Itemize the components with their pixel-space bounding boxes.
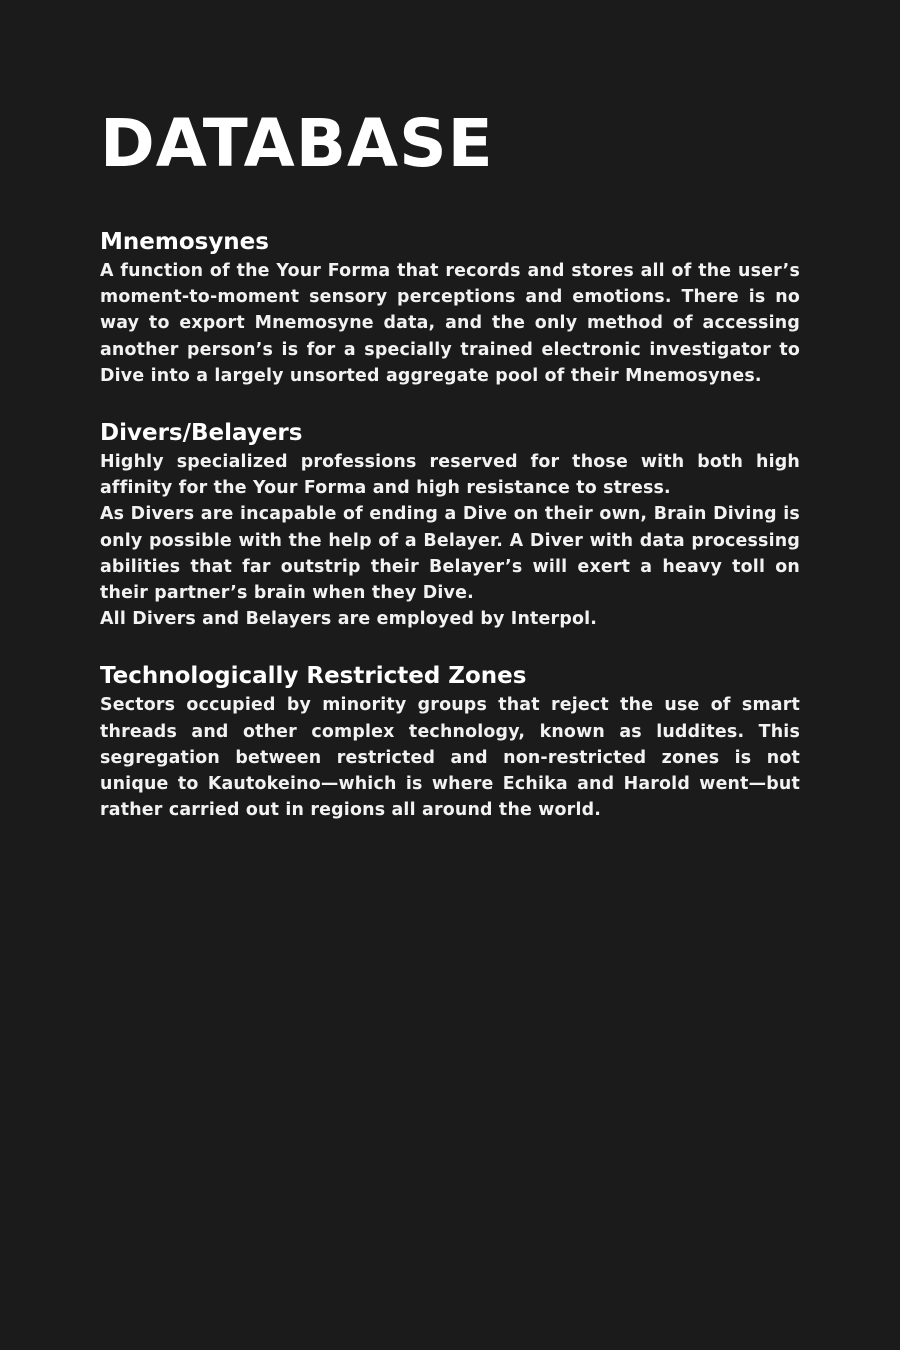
entry-paragraph: Highly specialized professions reserved for those with both high affinity for the Your Forma and high resistance to stress. — [100, 452, 800, 499]
entry-divers-belayers — [100, 417, 800, 632]
entry-paragraph: Sectors occupied by minority groups that reject the use of smart threads and other complex technology, known as luddites. This segregation between restricted and non-restricted zones is not unique to Kautokeino—which is where Echika and Harold went—but rather carried out in regions all around the world. — [100, 695, 800, 821]
entry-heading: Technologically Restricted Zones — [100, 663, 527, 690]
entry-mnemosynes — [100, 226, 800, 389]
entry-heading: Mnemosynes — [100, 229, 269, 255]
entry-heading: Divers/Belayers — [100, 420, 303, 447]
entry-paragraph: As Divers are incapable of ending a Dive on their own, Brain Diving is only possible with the help of a Belayer. A Diver with data processing abilities that far outstrip their Belayer’s will exert a heavy toll on their partner’s brain when they Dive. — [100, 504, 800, 604]
page-title: DATABASE — [100, 105, 494, 182]
entry-restricted-zones — [100, 660, 800, 823]
entry-paragraph: A function of the Your Forma that records and stores all of the user’s moment-to-moment sensory perceptions and emotions. There is no way to export Mnemosyne data, and the only method of accessing another person’s is for a specially trained electronic investigator to Dive into a largely unsorted aggregate pool of their Mnemosynes. — [100, 261, 800, 386]
glossary-page — [100, 104, 800, 823]
entry-paragraph: All Divers and Belayers are employed by Interpol. — [100, 609, 598, 630]
